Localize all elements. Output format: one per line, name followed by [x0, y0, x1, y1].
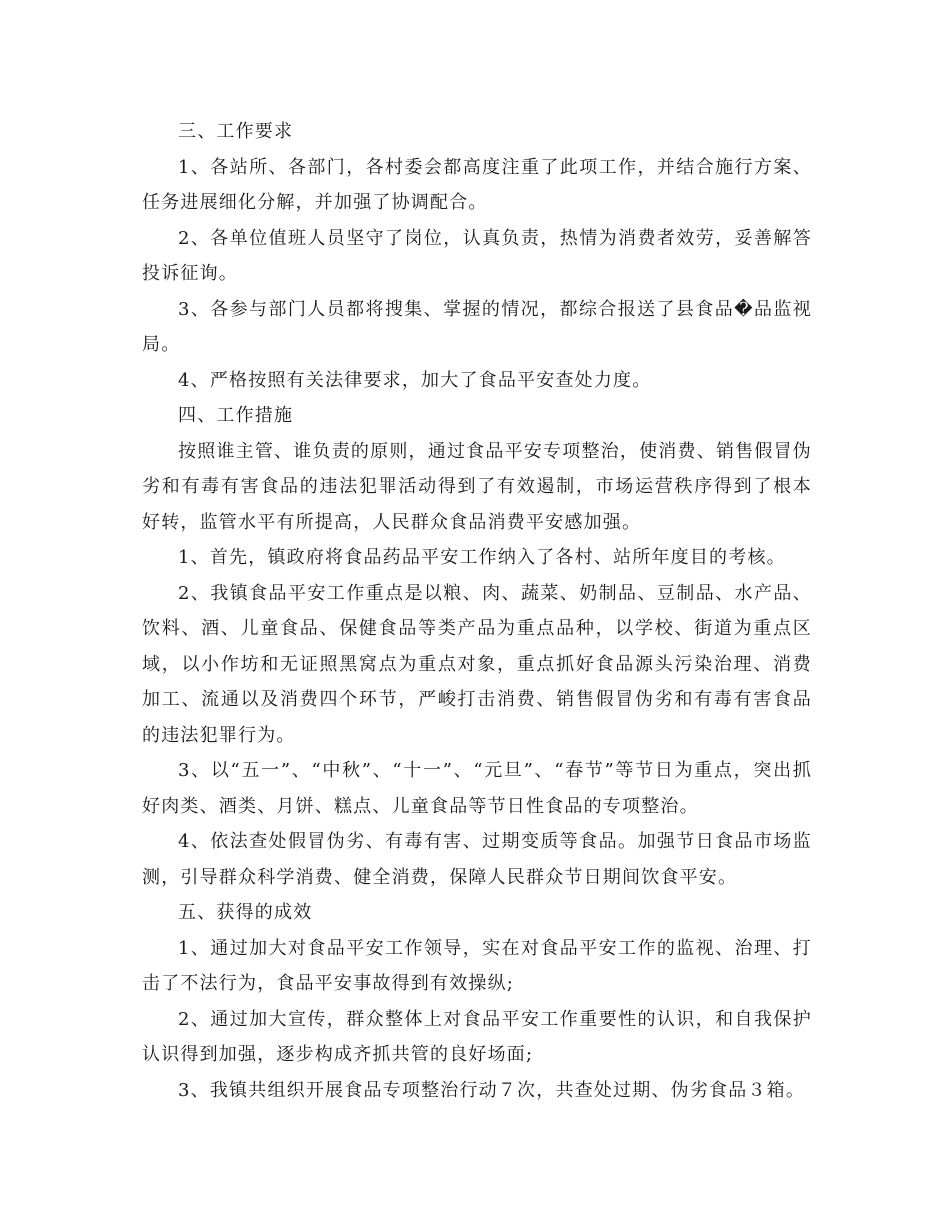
- paragraph: 1、各站所、各部门，各村委会都高度注重了此项工作，并结合施行方案、任务进展细化分解，并加强了协调配合。: [142, 156, 812, 213]
- paragraph: 4、严格按照有关法律要求，加大了食品平安查处力度。: [178, 369, 652, 391]
- document-body: [142, 114, 812, 1108]
- paragraph: 1、首先，镇政府将食品药品平安工作纳入了各村、站所年度目的考核。: [178, 547, 786, 568]
- paragraph: 2、各单位值班人员坚守了岗位，认真负责，热情为消费者效劳，妥善解答投诉征询。: [142, 227, 812, 284]
- paragraph: 3、我镇共组织开展食品专项整治行动７次，共查处过期、伪劣食品３箱。: [178, 1079, 806, 1101]
- paragraph: 2、通过加大宣传，群众整体上对食品平安工作重要性的认识，和自我保护认识得到加强，逐步构成齐抓共管的良好场面;: [142, 1008, 812, 1065]
- paragraph: 4、依法查处假冒伪劣、有毒有害、过期变质等食品。加强节日食品市场监测，引导群众科学消费、健全消费，保障人民群众节日期间饮食平安。: [142, 831, 812, 888]
- section-heading-requirements: 三、工作要求: [178, 121, 294, 142]
- section-heading-results: 五、获得的成效: [178, 902, 313, 923]
- section-heading-measures: 四、工作措施: [178, 405, 294, 426]
- paragraph: 3、以“五一”、“中秋”、“十一”、“元旦”、“春节”等节日为重点，突出抓好肉类、酒类、月饼、糕点、儿童食品等节日性食品的专项整治。: [142, 760, 812, 817]
- paragraph: 按照谁主管、谁负责的原则，通过食品平安专项整治，使消费、销售假冒伪劣和有毒有害食品的违法犯罪活动得到了有效遏制，市场运营秩序得到了根本好转，监管水平有所提高，人民群众食品消费平安感加强。: [142, 440, 812, 533]
- paragraph: 2、我镇食品平安工作重点是以粮、肉、蔬菜、奶制品、豆制品、水产品、饮料、酒、儿童食品、保健食品等类产品为重点品种，以学校、街道为重点区域，以小作坊和无证照黑窝点为重点对象，重点抓好食品源头污染治理、消费加工、流通以及消费四个环节，严峻打击消费、销售假冒伪劣和有毒有害食品的违法犯罪行为。: [142, 582, 812, 746]
- paragraph: 1、通过加大对食品平安工作领导，实在对食品平安工作的监视、治理、打击了不法行为，食品平安事故得到有效操纵;: [142, 937, 812, 994]
- paragraph: 3、各参与部门人员都将搜集、掌握的情况，都综合报送了县食品�品监视局。: [142, 298, 812, 355]
